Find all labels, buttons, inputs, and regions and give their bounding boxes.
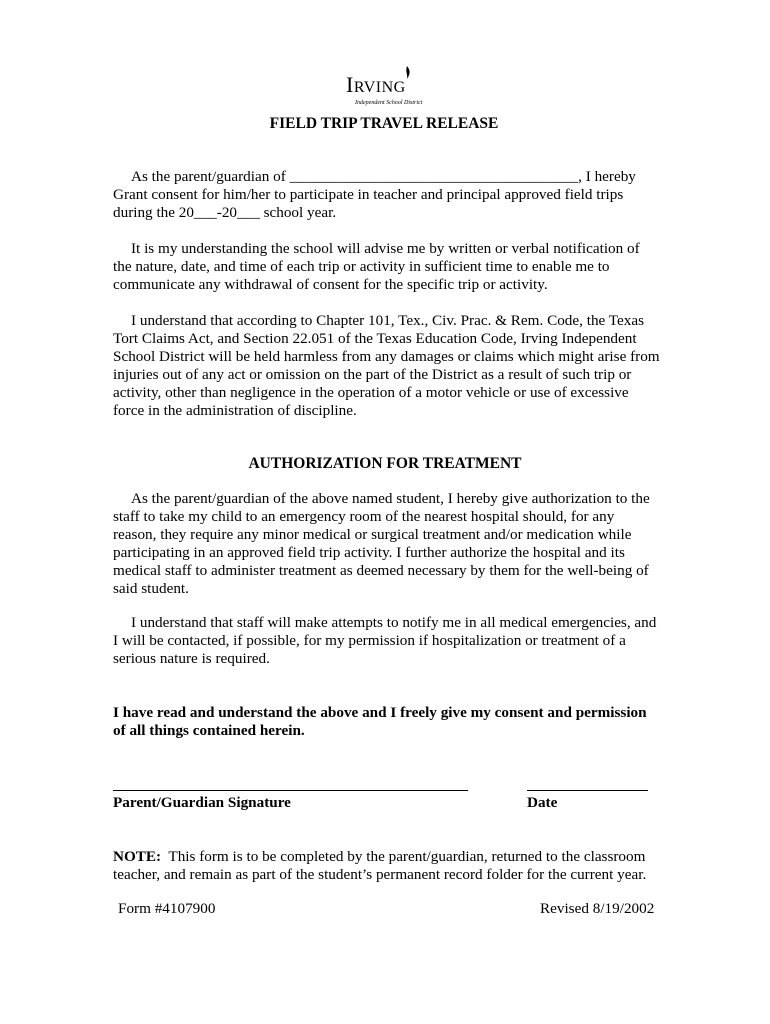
- logo-initial: I: [346, 72, 354, 97]
- emergency-paragraph: [113, 614, 673, 668]
- notification-paragraph: [113, 240, 673, 294]
- note-label: NOTE:: [113, 848, 162, 865]
- text-line: staff to take my child to an emergency room of the nearest hospital should, for any: [113, 508, 615, 525]
- text-line: teacher, and remain as part of the student’s permanent record folder for the current year.: [113, 866, 647, 883]
- date-label: Date: [527, 794, 558, 811]
- text-line: Grant consent for him/her to participate in teacher and principal approved field trips: [113, 186, 624, 203]
- parent-signature-line[interactable]: [113, 790, 468, 791]
- text-line: medical staff to administer treatment as deemed necessary by them for the well-being of: [113, 562, 649, 579]
- liability-paragraph: [113, 312, 673, 420]
- parent-signature-label: Parent/Guardian Signature: [113, 794, 291, 811]
- text-line: I understand that staff will make attempts to notify me in all medical emergencies, and: [131, 614, 657, 631]
- text-line: said student.: [113, 580, 189, 597]
- date-signature-line[interactable]: [527, 790, 648, 791]
- text-line: during the 20___-20___ school year.: [113, 204, 337, 221]
- note-text: This form is to be completed by the parent/guardian, returned to the classroom: [161, 848, 646, 865]
- text-line: Tort Claims Act, and Section 22.051 of the Texas Education Code, Irving Independent: [113, 330, 637, 347]
- text-line: As the parent/guardian of ______________________________________, I hereby: [131, 168, 636, 185]
- text-line: As the parent/guardian of the above named student, I hereby give authorization to the: [131, 490, 650, 507]
- text-line: I will be contacted, if possible, for my permission if hospitalization or treatment of a: [113, 632, 626, 649]
- text-line: It is my understanding the school will advise me by written or verbal notification of: [131, 240, 640, 257]
- page-title: FIELD TRIP TRAVEL RELEASE: [269, 115, 499, 132]
- text-line: participating in an approved field trip activity. I further authorize the hospital and its: [113, 544, 625, 561]
- form-number: Form #4107900: [118, 900, 216, 917]
- consent-paragraph: [113, 168, 673, 222]
- consent-statement: [113, 704, 673, 740]
- text-line: I have read and understand the above and I freely give my consent and permission: [113, 704, 647, 721]
- logo-subtitle: Independent School District: [355, 100, 423, 106]
- text-line: activity, other than negligence in the operation of a motor vehicle or use of excessive: [113, 384, 629, 401]
- logo-wordmark: [346, 74, 406, 99]
- text-line: force in the administration of discipline.: [113, 402, 357, 419]
- text-line: I understand that according to Chapter 101, Tex., Civ. Prac. & Rem. Code, the Texas: [131, 312, 645, 329]
- text-line: communicate any withdrawal of consent for the specific trip or activity.: [113, 276, 548, 293]
- text-line: the nature, date, and time of each trip or activity in sufficient time to enable me to: [113, 258, 610, 275]
- logo-rest: RVING: [353, 79, 406, 96]
- text-line: [113, 848, 673, 866]
- text-line: School District will be held harmless from any damages or claims which might arise from: [113, 348, 660, 365]
- text-line: of all things contained herein.: [113, 722, 305, 739]
- text-line: injuries out of any act or omission on the part of the District as a result of such trip or: [113, 366, 632, 383]
- text-line: serious nature is required.: [113, 650, 270, 667]
- text-line: reason, they require any minor medical or surgical treatment and/or medication while: [113, 526, 632, 543]
- revision-date: Revised 8/19/2002: [540, 900, 655, 917]
- district-logo: [346, 66, 436, 110]
- note-paragraph: [113, 848, 673, 884]
- treatment-paragraph: [113, 490, 673, 598]
- section-heading-treatment: AUTHORIZATION FOR TREATMENT: [248, 455, 522, 472]
